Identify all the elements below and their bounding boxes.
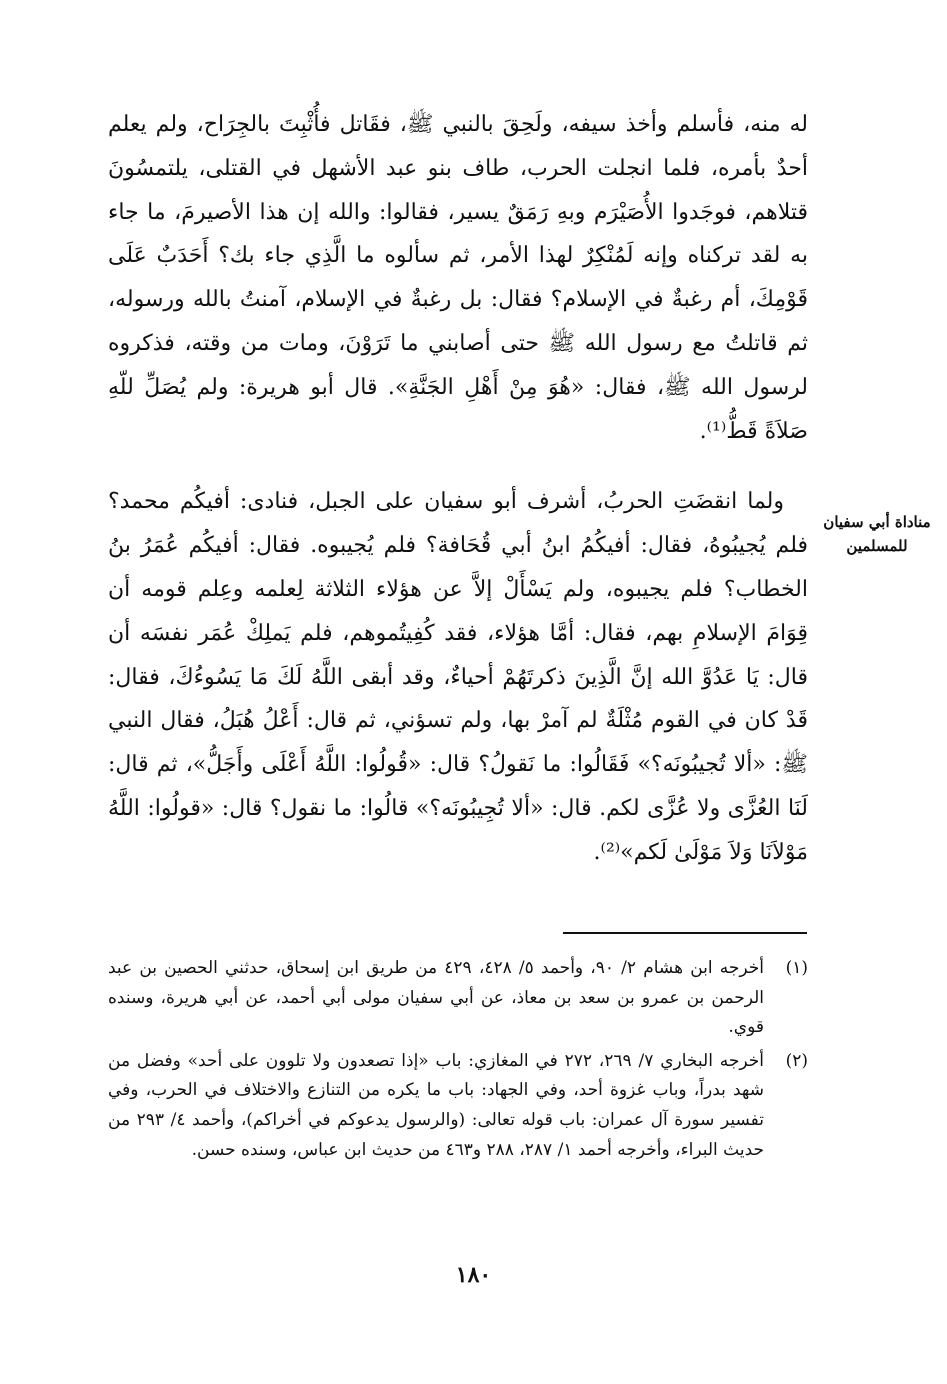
page-number: ١٨٠ — [455, 1262, 492, 1288]
footnote-text: أخرجه البخاري ٧/ ٢٦٩، ٢٧٢ في المغازي: باب «إذا تصعدون ولا تلوون على أحد» وفضل من شهد بدراً، وباب غزوة أحد، وفي الجهاد: باب ما يكره من التنازع والاختلاف في الحرب، وفي تفسير سورة آل عمران: باب قوله تعالى: (والرسول يدعوكم في أخراكم)، وأحمد ٤/ ٢٩٣ من حديث البراء، وأخرجه أحمد ١/ ٢٨٧، ٢٨٨ و٤٦٣ من حديث ابن عباس، وسنده حسن. — [108, 1050, 764, 1160]
footnote-text: أخرجه ابن هشام ٢/ ٩٠، وأحمد ٥/ ٤٢٨، ٤٢٩ من طريق ابن إسحاق، حدثني الحصين بن عبد الرحمن بن عمرو بن سعد بن معاذ، عن أبي سفيان مولى أبي أحمد، عن أبي هريرة، وسنده قوي. — [108, 958, 764, 1038]
footnote-2 — [108, 1047, 808, 1165]
paragraph-1: له منه، فأسلم وأخذ سيفه، ولَحِقَ بالنبي ﷺ، فقَاتل فأُثْبِتَ بالجِرَاح، ولم يعلم أحدٌ بأمره، فلما انجلت الحرب، طاف بنو عبد الأشهل في القتلى، يلتمسُونَ قتلاهم، فوجَدوا الأُصَيْرَم وبهِ رَمَقٌ يسير، فقالوا: والله إن هذا الأصيرمَ، ما جاء به لقد تركناه وإنه لَمُنْكِرٌ لهذا الأمر، ثم سألوه ما الَّذِي جاء بك؟ أَحَدَبٌ عَلَى قَوْمِكَ، أم رغبةٌ في الإسلام؟ فقال: بل رغبةٌ في الإسلام، آمنتُ بالله ورسوله، ثم قاتلتُ مع رسول الله ﷺ حتى أصابني ما تَرَوْنَ، ومات من وقته، فذكروه لرسول الله ﷺ، فقال: «هُوَ مِنْ أَهْلِ الجَنَّةِ». قال أبو هريرة: ولم يُصَلِّ للّهِ صَلاَةً قَطُّ⁽¹⁾. — [108, 112, 808, 444]
footnote-number: (١) — [785, 958, 808, 978]
main-text — [108, 103, 808, 875]
footnotes — [108, 954, 808, 1169]
paragraph-2: ولما انقضَتِ الحربُ، أشرف أبو سفيان على الجبل، فنادى: أفيكُم محمد؟ فلم يُجيبُوهُ، فقال: أفيكُمُ ابنُ أبي قُحَافة؟ فلم يُجيبوه. فقال: أفيكُم عُمَرُ بنُ الخطاب؟ فلم يجيبوه، ولم يَسْأَلْ إلاَّ عن هؤلاء الثلاثة لِعلمه وعِلم قومه أن قِوَامَ الإسلامِ بهم، فقال: أمَّا هؤلاء، فقد كُفِيتُموهم، فلم يَملِكْ عُمَر نفسَه أن قال: يَا عَدُوَّ الله إنَّ الَّذِينَ ذكرتَهُمْ أحياءٌ، وقد أبقى اللَّهُ لَكَ مَا يَسُوءُكَ، فقال: قَدْ كان في القوم مُثْلَةٌ لم آمرْ بها، ولم تسؤني، ثم قال: أَعْلُ هُبَلُ، فقال النبي ﷺ: «ألا تُجيبُونَه؟» فَقَالُوا: ما نَقولُ؟ قال: «قُولُوا: اللَّهُ أَعْلَى وأَجَلُّ»، ثم قال: لَنَا العُزَّى ولا عُزَّى لكم. قال: «ألا تُجِيبُونَه؟» قالُوا: ما نقول؟ قال: «قولُوا: اللَّهُ مَوْلاَنَا وَلاَ مَوْلَىٰ لَكم»⁽²⁾. — [108, 489, 808, 865]
footnote-1 — [108, 954, 808, 1043]
footnote-separator — [563, 932, 807, 934]
footnote-number: (٢) — [785, 1050, 808, 1071]
margin-heading: مناداة أبي سفيان للمسلمين — [823, 513, 931, 555]
